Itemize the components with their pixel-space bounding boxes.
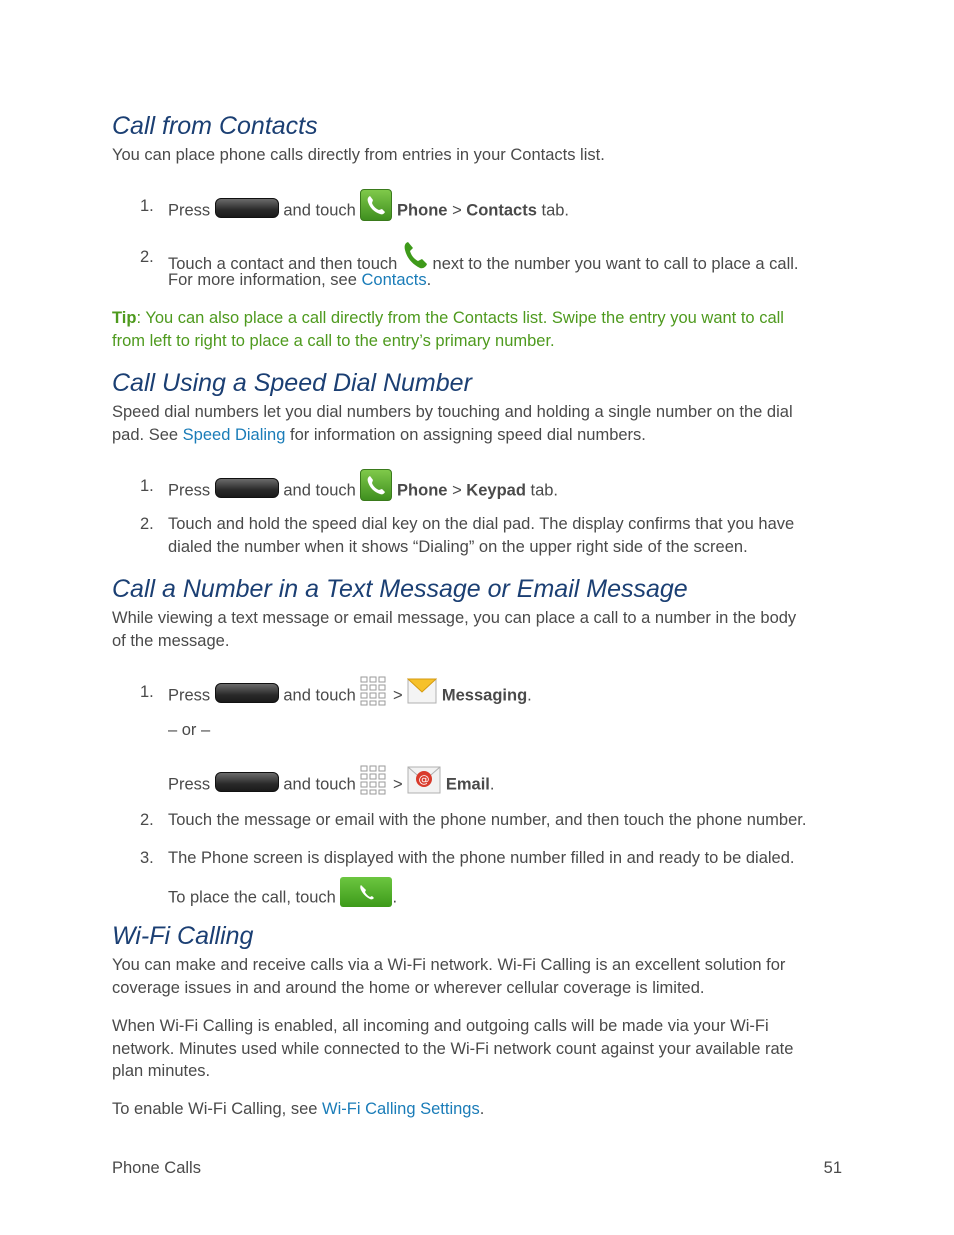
step-text: Press	[168, 775, 211, 794]
wifi-calling-settings-link[interactable]: Wi-Fi Calling Settings	[322, 1100, 480, 1118]
footer-page-number: 51	[823, 1159, 842, 1177]
email-label: Email	[445, 775, 490, 794]
separator: >	[393, 686, 403, 705]
heading-speed-dial: Call Using a Speed Dial Number	[112, 369, 472, 397]
wifi-p1-line1: You can make and receive calls via a Wi-Fi network. Wi-Fi Calling is an excellent solution for	[112, 956, 786, 974]
wifi-p1-line2: coverage issues in and around the home or wherever cellular coverage is limited.	[112, 979, 705, 997]
home-button-icon	[215, 772, 279, 792]
step-number: 2.	[140, 248, 154, 266]
step-number: 1.	[140, 477, 154, 495]
step-number: 1.	[140, 197, 154, 215]
contacts-step2-line2	[168, 269, 431, 292]
home-button-icon	[215, 198, 279, 218]
message-step1-alt	[168, 770, 495, 800]
message-step2: Touch the message or email with the phone number, and then touch the phone number.	[168, 811, 807, 829]
step-number: 1.	[140, 683, 154, 701]
step-text: tab.	[530, 481, 559, 500]
or-separator: – or –	[168, 721, 211, 739]
step-text: and touch	[283, 686, 356, 705]
step-text: and touch	[283, 201, 356, 220]
tip-text: : You can also place a call directly from the Contacts list. Swipe the entry you want to call	[136, 309, 784, 327]
wifi-p2-line2: network. Minutes used while connected to the Wi-Fi network count against your available rate	[112, 1040, 794, 1058]
home-button-icon	[215, 478, 279, 498]
email-envelope-icon	[407, 765, 441, 795]
home-button-icon	[215, 683, 279, 703]
heading-wifi-calling: Wi-Fi Calling	[112, 922, 254, 950]
message-intro-line2: of the message.	[112, 632, 230, 650]
step-text: and touch	[283, 481, 356, 500]
speed-intro-line2	[112, 424, 646, 447]
paragraph-text: .	[479, 1100, 485, 1118]
separator: >	[452, 481, 462, 500]
messaging-envelope-icon	[407, 676, 437, 706]
contacts-link[interactable]: Contacts	[361, 271, 427, 289]
message-step3-sub	[168, 883, 397, 913]
speed-dialing-link[interactable]: Speed Dialing	[182, 426, 286, 444]
step-number: 3.	[140, 849, 154, 867]
contacts-tab-label: Contacts	[466, 201, 537, 220]
step-text: .	[392, 888, 398, 907]
step-number: 2.	[140, 811, 154, 829]
tip-line2: from left to right to place a call to the entry’s primary number.	[112, 332, 555, 350]
step-number: 2.	[140, 515, 154, 533]
step-text: Press	[168, 201, 211, 220]
step-text: next to the number you want to call to place a call.	[432, 254, 799, 273]
step-text: To place the call, touch	[168, 888, 336, 907]
tip-label: Tip	[112, 309, 137, 327]
speed-step2-line1: Touch and hold the speed dial key on the dial pad. The display confirms that you have	[168, 515, 795, 533]
wifi-p2-line1: When Wi-Fi Calling is enabled, all incoming and outgoing calls will be made via your Wi-Fi	[112, 1017, 769, 1035]
message-step1	[168, 681, 532, 711]
contacts-intro: You can place phone calls directly from entries in your Contacts list.	[112, 146, 605, 164]
separator: >	[452, 201, 462, 220]
paragraph-text: To enable Wi-Fi Calling, see	[112, 1100, 318, 1118]
messaging-label: Messaging	[441, 686, 528, 705]
message-step3: The Phone screen is displayed with the phone number filled in and ready to be dialed.	[168, 849, 795, 867]
intro-text: pad. See	[112, 426, 179, 444]
step-text: tab.	[541, 201, 570, 220]
step-text: Touch a contact and then touch	[168, 254, 398, 273]
svg-text:@: @	[418, 773, 430, 786]
green-call-button-icon	[340, 877, 392, 907]
speed-step2-line2: dialed the number when it shows “Dialing” on the upper right side of the screen.	[168, 538, 748, 556]
contacts-step1	[168, 195, 569, 227]
step-text: and touch	[283, 775, 356, 794]
tip-line1	[112, 307, 784, 330]
footer-section-name: Phone Calls	[112, 1159, 201, 1177]
intro-text: for information on assigning speed dial numbers.	[290, 426, 646, 444]
heading-call-from-contacts: Call from Contacts	[112, 112, 318, 140]
step-text: For more information, see	[168, 271, 357, 289]
speed-step1	[168, 475, 558, 507]
apps-grid-icon	[360, 676, 388, 706]
phone-label: Phone	[397, 481, 448, 500]
step-text: .	[527, 686, 532, 705]
step-text: Press	[168, 481, 211, 500]
heading-message-call: Call a Number in a Text Message or Email Message	[112, 575, 688, 603]
step-text: Press	[168, 686, 211, 705]
phone-app-icon	[360, 189, 392, 221]
step-text: .	[489, 775, 495, 794]
wifi-p2-line3: plan minutes.	[112, 1062, 211, 1080]
phone-label: Phone	[397, 201, 448, 220]
wifi-p3	[112, 1098, 484, 1121]
separator: >	[393, 775, 403, 794]
speed-intro-line1: Speed dial numbers let you dial numbers by touching and holding a single number on the dial	[112, 403, 793, 421]
keypad-tab-label: Keypad	[466, 481, 526, 500]
message-intro-line1: While viewing a text message or email message, you can place a call to a number in the body	[112, 609, 797, 627]
apps-grid-icon	[360, 765, 388, 795]
phone-app-icon	[360, 469, 392, 501]
step-text: .	[426, 271, 432, 289]
